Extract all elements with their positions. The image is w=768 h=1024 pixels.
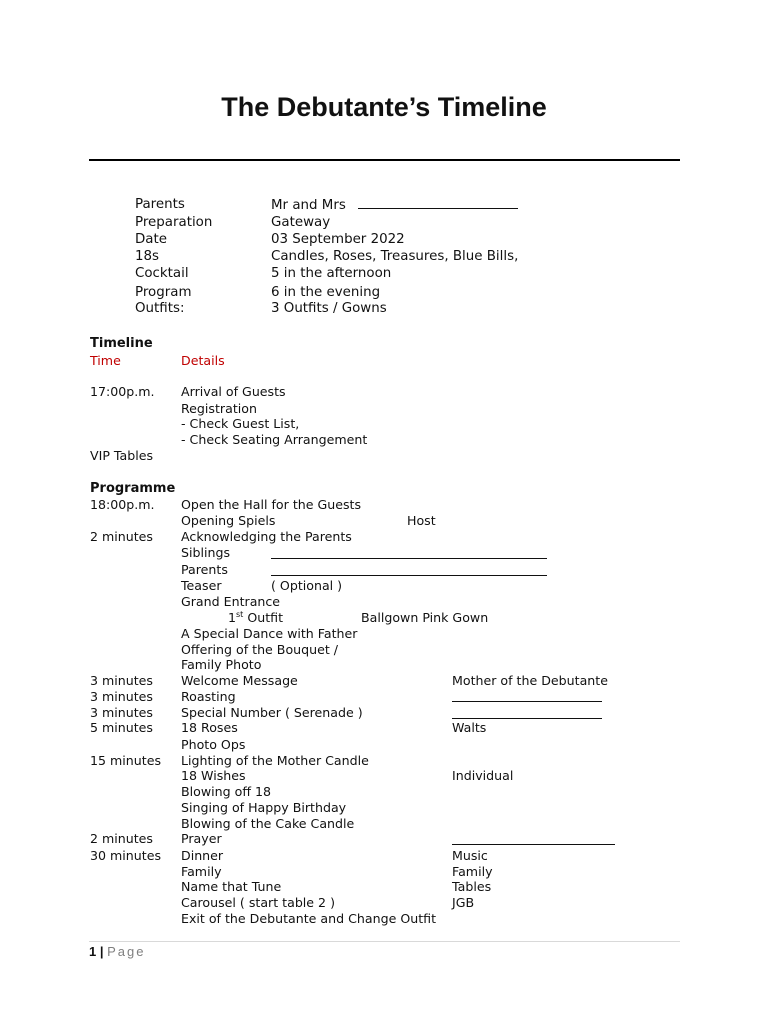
timeline-item: - Check Guest List, <box>181 416 300 431</box>
programme-time: 30 minutes <box>90 848 162 863</box>
programme-assignee: JGB <box>452 895 475 910</box>
programme-time: 2 minutes <box>90 529 153 544</box>
programme-heading: Programme <box>90 481 176 496</box>
info-label-program: Program <box>135 285 192 300</box>
info-value-date: 03 September 2022 <box>271 232 405 247</box>
programme-time: 2 minutes <box>90 831 153 846</box>
info-value-program: 6 in the evening <box>271 285 381 300</box>
programme-detail: Family Photo <box>181 657 262 672</box>
programme-time: 15 minutes <box>90 753 162 768</box>
info-value-outfits: 3 Outfits / Gowns <box>271 301 387 316</box>
programme-detail: Welcome Message <box>181 673 298 688</box>
programme-assignee: Music <box>452 848 488 863</box>
timeline-heading: Timeline <box>90 336 153 351</box>
programme-assignee: Mother of the Debutante <box>452 673 608 688</box>
footer-divider <box>89 941 680 942</box>
siblings-blank <box>271 547 547 559</box>
programme-detail: Exit of the Debutante and Change Outfit <box>181 911 437 926</box>
info-label-outfits: Outfits: <box>135 301 185 316</box>
programme-outfit-gown: Ballgown Pink Gown <box>361 610 489 625</box>
programme-assignee: Tables <box>452 879 492 894</box>
programme-detail: Grand Entrance <box>181 594 281 609</box>
programme-detail: Opening Spiels <box>181 513 276 528</box>
programme-detail: Name that Tune <box>181 879 282 894</box>
programme-detail: Open the Hall for the Guests <box>181 497 362 512</box>
programme-time: 3 minutes <box>90 673 153 688</box>
programme-assignee: Walts <box>452 720 487 735</box>
programme-detail: Family <box>181 864 222 879</box>
info-label-date: Date <box>135 232 168 247</box>
programme-detail: Teaser <box>181 578 222 593</box>
programme-time: 3 minutes <box>90 705 153 720</box>
page-title: The Debutante’s Timeline <box>221 92 547 122</box>
parents-blank <box>271 564 547 576</box>
page-separator: | <box>99 944 104 959</box>
page-footer <box>89 944 146 959</box>
info-value-18s: Candles, Roses, Treasures, Blue Bills, <box>271 249 519 264</box>
timeline-col-time: Time <box>90 353 121 368</box>
programme-detail: Parents <box>181 562 228 577</box>
page-number: 1 <box>89 944 97 959</box>
programme-detail: Siblings <box>181 545 231 560</box>
info-label-preparation: Preparation <box>135 215 213 230</box>
timeline-col-details: Details <box>181 353 225 368</box>
programme-assignee: Individual <box>452 768 514 783</box>
serenade-assignee-blank <box>452 707 602 719</box>
timeline-item: Arrival of Guests <box>181 384 286 399</box>
programme-note: ( Optional ) <box>271 578 343 593</box>
programme-detail: Blowing off 18 <box>181 784 272 799</box>
programme-assignee: Family <box>452 864 493 879</box>
info-value-cocktail: 5 in the afternoon <box>271 266 392 281</box>
programme-detail: Offering of the Bouquet / <box>181 642 339 657</box>
programme-detail: Photo Ops <box>181 737 246 752</box>
programme-time: 3 minutes <box>90 689 153 704</box>
info-label-parents: Parents <box>135 197 185 212</box>
programme-detail: Prayer <box>181 831 222 846</box>
programme-assignee: Host <box>407 513 436 528</box>
prayer-assignee-blank <box>452 833 615 845</box>
programme-detail: Blowing of the Cake Candle <box>181 816 355 831</box>
info-label-18s: 18s <box>135 249 160 264</box>
timeline-item: - Check Seating Arrangement <box>181 432 368 447</box>
programme-detail: Dinner <box>181 848 224 863</box>
parents-name-blank <box>358 197 518 209</box>
programme-detail: Acknowledging the Parents <box>181 529 352 544</box>
programme-detail: 18 Roses <box>181 720 238 735</box>
page-label: Page <box>107 944 146 959</box>
info-value-preparation: Gateway <box>271 215 331 230</box>
programme-detail: Lighting of the Mother Candle <box>181 753 369 768</box>
programme-detail: A Special Dance with Father <box>181 626 358 641</box>
programme-detail: Special Number ( Serenade ) <box>181 705 363 720</box>
programme-detail: Carousel ( start table 2 ) <box>181 895 335 910</box>
timeline-item: Registration <box>181 401 257 416</box>
programme-outfit: 1st Outfit <box>228 609 284 625</box>
programme-time: 5 minutes <box>90 720 153 735</box>
timeline-time: 17:00p.m. <box>90 384 155 399</box>
roasting-assignee-blank <box>452 690 602 702</box>
timeline-vip-tables: VIP Tables <box>90 448 154 463</box>
programme-detail: Singing of Happy Birthday <box>181 800 347 815</box>
title-divider <box>89 159 680 161</box>
programme-detail: 18 Wishes <box>181 768 246 783</box>
programme-detail: Roasting <box>181 689 236 704</box>
programme-time: 18:00p.m. <box>90 497 155 512</box>
info-label-cocktail: Cocktail <box>135 266 189 281</box>
info-value-parents: Mr and Mrs <box>271 197 518 214</box>
